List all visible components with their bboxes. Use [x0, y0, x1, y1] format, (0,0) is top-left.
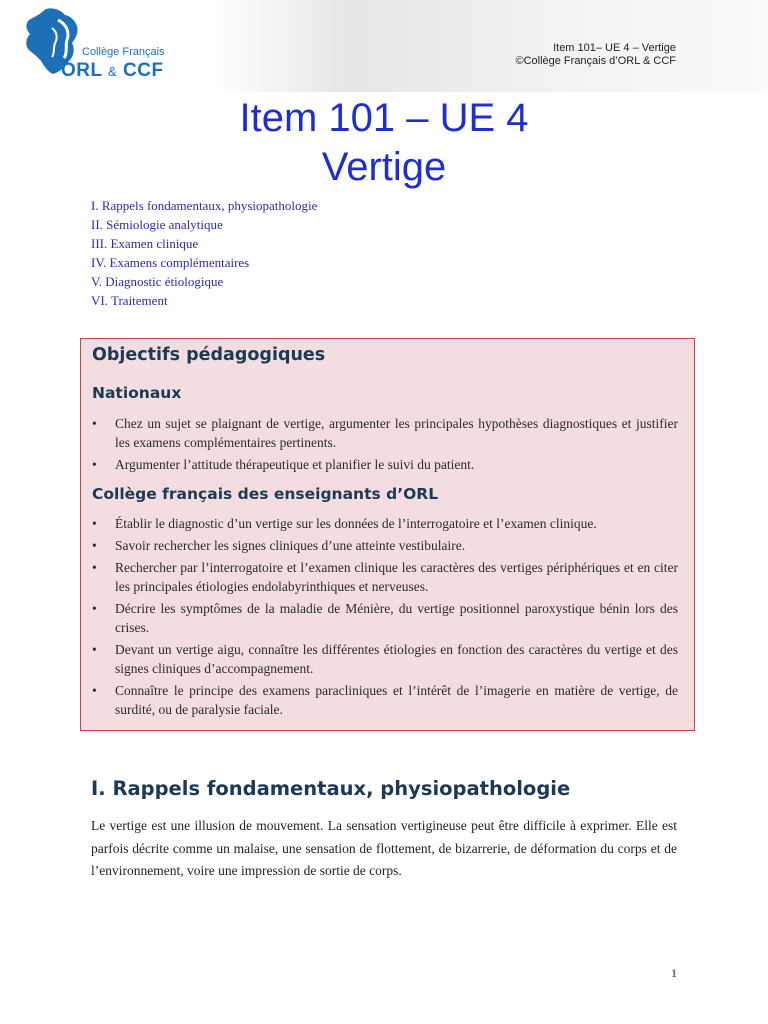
table-of-contents — [91, 196, 317, 310]
objectives-box — [80, 338, 695, 731]
college-objectives-title: Collège français des enseignants d’ORL — [92, 485, 439, 503]
logo-college-text: Collège Français — [82, 46, 165, 58]
toc-item[interactable]: V. Diagnostic étiologique — [91, 274, 224, 289]
toc-item[interactable]: II. Sémiologie analytique — [91, 217, 223, 232]
national-objectives-title: Nationaux — [92, 384, 182, 402]
list-item: • Connaître le principe des examens paracliniques et l’intérêt de l’imagerie en matière de vertige, de surdité, ou de paralysie faciale. — [92, 681, 678, 719]
list-item: • Devant un vertige aigu, connaître les différentes étiologies en fonction des caractères du vertige et des signes cliniques d’accompagnement. — [92, 640, 678, 678]
list-item: • Rechercher par l’interrogatoire et l’examen clinique les caractères des vertiges périphériques et en citer les principales étiologies endolabyrinthiques et nerveuses. — [92, 558, 678, 596]
logo-ccf: CCF — [123, 60, 164, 81]
objectives-title: Objectifs pédagogiques — [92, 345, 326, 365]
list-item: • Établir le diagnostic d’un vertige sur les données de l’interrogatoire et l’examen clinique. — [92, 514, 678, 533]
logo-ampersand: & — [108, 64, 118, 79]
toc-item[interactable]: VI. Traitement — [91, 293, 168, 308]
section-heading: I. Rappels fondamentaux, physiopathologie — [91, 777, 571, 800]
list-item: • Argumenter l’attitude thérapeutique et planifier le suivi du patient. — [92, 455, 678, 474]
toc-item[interactable]: IV. Examens complémentaires — [91, 255, 250, 270]
body-paragraph: Le vertige est une illusion de mouvement. La sensation vertigineuse peut être difficile à exprimer. Elle est parfois décrite comme un malaise, une sensation de flottement, de bizarrerie, de déformation du corps et de l’environnement, voire une impression de sortie de corps. — [91, 818, 677, 878]
toc-item[interactable]: I. Rappels fondamentaux, physiopathologie — [91, 198, 318, 213]
running-header-copyright: ©Collège Français d’ORL & CCF — [515, 55, 676, 67]
logo-orl: ORL — [61, 60, 103, 81]
list-item: • Chez un sujet se plaignant de vertige, argumenter les principales hypothèses diagnostiques et justifier les examens complémentaires pertinents. — [92, 414, 678, 452]
toc-item[interactable]: III. Examen clinique — [91, 236, 199, 251]
running-header — [515, 42, 676, 68]
national-objectives-list — [92, 414, 678, 477]
college-objectives-list — [92, 514, 678, 722]
page-subtitle: Vertige — [321, 145, 447, 189]
list-item: • Savoir rechercher les signes cliniques d’une atteinte vestibulaire. — [92, 536, 678, 555]
college-logo — [22, 6, 172, 82]
logo-orl-ccf-text — [61, 60, 164, 82]
list-item: • Décrire les symptômes de la maladie de Ménière, du vertige positionnel paroxystique bénin lors des crises. — [92, 599, 678, 637]
page-title: Item 101 – UE 4 — [239, 96, 529, 140]
running-header-item: Item 101– UE 4 – Vertige — [553, 42, 676, 54]
page-number: 1 — [671, 966, 677, 980]
